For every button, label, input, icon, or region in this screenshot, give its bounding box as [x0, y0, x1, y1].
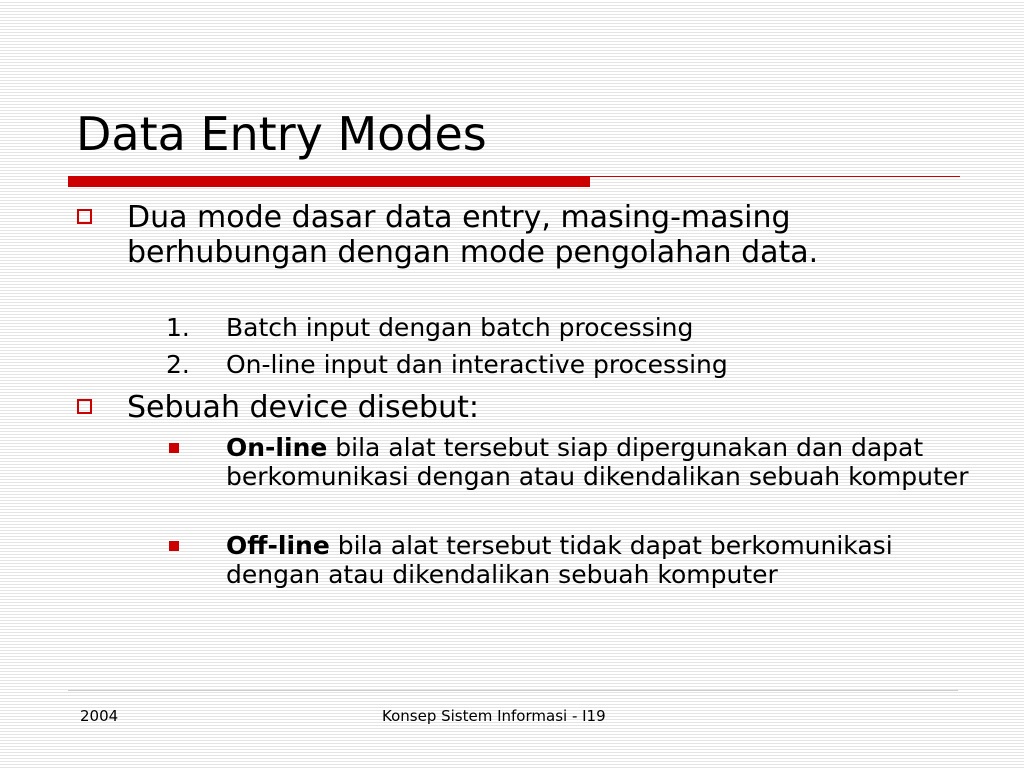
slide-title: Data Entry Modes — [76, 107, 487, 161]
term-definition: bila alat tersebut siap dipergunakan dan dapat berkomunikasi dengan atau dikendalikan sebuah komputer — [226, 433, 969, 491]
title-underline-thin — [590, 176, 960, 177]
term-definition: bila alat tersebut tidak dapat berkomunikasi dengan atau dikendalikan sebuah komputer — [226, 531, 893, 589]
bullet-text: Sebuah device disebut: — [127, 390, 479, 425]
numbered-item — [166, 350, 986, 379]
term-online: On-line — [226, 433, 328, 462]
footer-year: 2004 — [80, 707, 119, 725]
footer-course-title: Konsep Sistem Informasi - I19 — [382, 707, 606, 725]
filled-square-icon — [169, 541, 179, 551]
item-text: On-line input dan interactive processing — [226, 350, 728, 379]
item-text: Batch input dengan batch processing — [226, 313, 694, 342]
sub-bullet-offline — [226, 531, 986, 589]
sub-bullet-online — [226, 433, 986, 491]
hollow-square-icon — [77, 209, 92, 224]
item-number: 1. — [166, 313, 190, 342]
term-offline: Off-line — [226, 531, 330, 560]
bullet-data-entry-modes — [127, 200, 977, 270]
item-number: 2. — [166, 350, 190, 379]
bullet-text: Dua mode dasar data entry, masing-masing berhubungan dengan mode pengolahan data. — [127, 200, 819, 270]
title-underline-thick — [68, 176, 590, 187]
hollow-square-icon — [77, 399, 92, 414]
filled-square-icon — [169, 443, 179, 453]
bullet-device-definition — [127, 390, 977, 425]
numbered-item — [166, 313, 986, 342]
footer-divider — [68, 690, 958, 691]
